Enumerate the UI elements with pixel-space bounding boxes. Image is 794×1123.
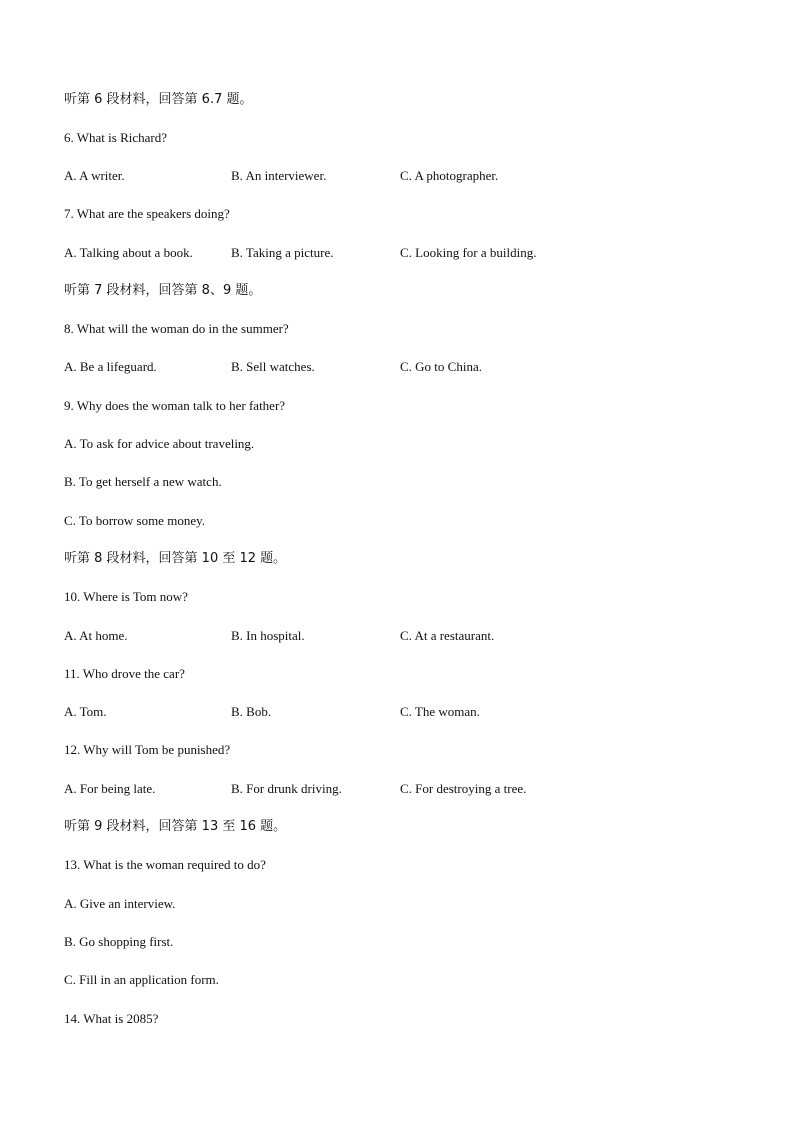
question-options-row xyxy=(64,704,704,720)
question-options-row xyxy=(64,359,704,375)
section-heading: 听第 8 段材料，回答第 10 至 12 题。 xyxy=(64,551,287,566)
option-c: C. For destroying a tree. xyxy=(400,781,527,796)
option-c: C. Fill in an application form. xyxy=(64,972,219,987)
question-options-row xyxy=(64,781,704,797)
option-a: A. Talking about a book. xyxy=(64,245,193,260)
option-a: A. To ask for advice about traveling. xyxy=(64,436,255,451)
option-a: A. For being late. xyxy=(64,781,156,796)
question-stem: 12. Why will Tom be punished? xyxy=(64,742,231,757)
option-c: C. The woman. xyxy=(400,704,480,719)
question-stem: 8. What will the woman do in the summer? xyxy=(64,321,289,336)
question-options-row xyxy=(64,168,704,184)
question-options-row xyxy=(64,245,704,261)
question-stem: 9. Why does the woman talk to her father? xyxy=(64,398,286,413)
option-b: B. Go shopping first. xyxy=(64,934,174,949)
option-b: B. Bob. xyxy=(231,704,272,719)
option-a: A. A writer. xyxy=(64,168,125,183)
option-a: A. At home. xyxy=(64,628,128,643)
section-heading: 听第 9 段材料，回答第 13 至 16 题。 xyxy=(64,819,287,834)
option-c: C. At a restaurant. xyxy=(400,628,495,643)
option-b: B. To get herself a new watch. xyxy=(64,474,222,489)
question-stem: 7. What are the speakers doing? xyxy=(64,206,230,221)
option-b: B. Taking a picture. xyxy=(231,245,334,260)
question-stem: 14. What is 2085? xyxy=(64,1011,159,1026)
question-stem: 13. What is the woman required to do? xyxy=(64,857,266,872)
option-b: B. Sell watches. xyxy=(231,359,315,374)
option-c: C. To borrow some money. xyxy=(64,513,205,528)
option-b: B. For drunk driving. xyxy=(231,781,342,796)
option-c: C. A photographer. xyxy=(400,168,499,183)
section-heading: 听第 7 段材料，回答第 8、9 题。 xyxy=(64,283,262,298)
question-stem: 6. What is Richard? xyxy=(64,130,168,145)
question-stem: 11. Who drove the car? xyxy=(64,666,185,681)
question-options-row xyxy=(64,628,704,644)
option-b: B. An interviewer. xyxy=(231,168,327,183)
option-a: A. Tom. xyxy=(64,704,107,719)
option-c: C. Go to China. xyxy=(400,359,482,374)
section-heading: 听第 6 段材料，回答第 6.7 题。 xyxy=(64,92,253,107)
option-a: A. Be a lifeguard. xyxy=(64,359,157,374)
question-stem: 10. Where is Tom now? xyxy=(64,589,188,604)
option-a: A. Give an interview. xyxy=(64,896,176,911)
option-b: B. In hospital. xyxy=(231,628,305,643)
option-c: C. Looking for a building. xyxy=(400,245,537,260)
